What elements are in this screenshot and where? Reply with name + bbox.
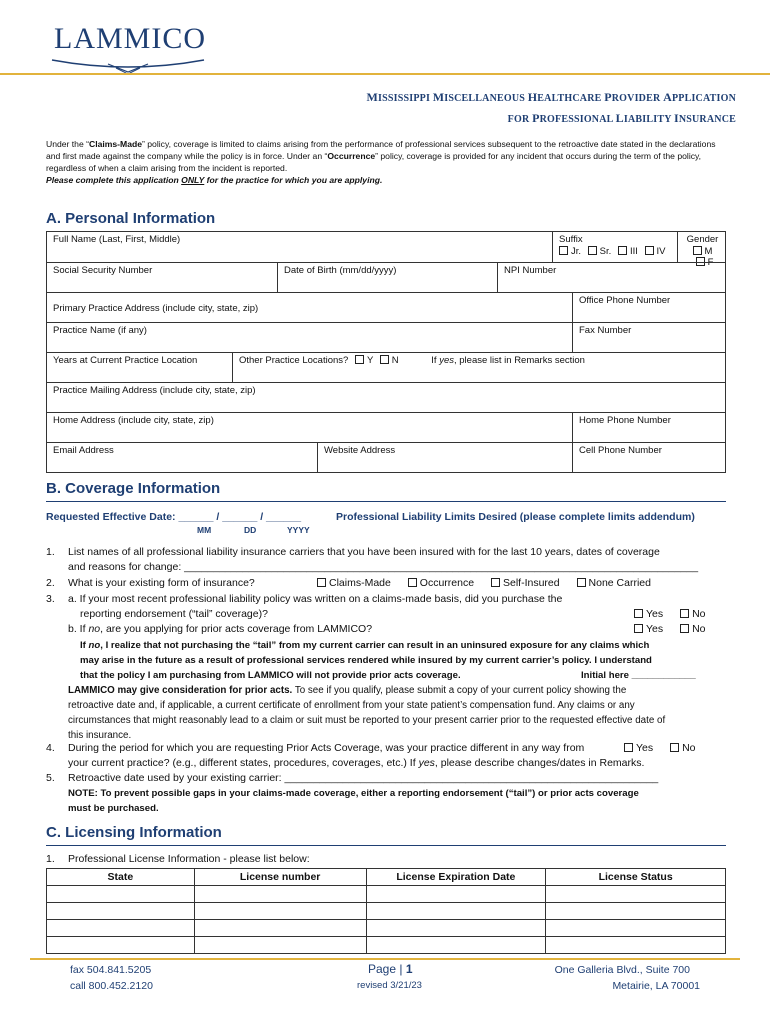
q1-reasons-field[interactable]: and reasons for change: ________________________________________________________________________________________: [68, 561, 699, 573]
primary-address-field[interactable]: Primary Practice Address (include city, state, zip): [53, 303, 259, 314]
other-locations-n-checkbox[interactable]: [380, 355, 389, 364]
suffix-jr-checkbox[interactable]: [559, 246, 568, 255]
email-field[interactable]: Email Address: [53, 445, 114, 456]
other-locations-field: Other Practice Locations? Y N If yes, please list in Remarks section: [232, 353, 727, 382]
c-q1-text: Professional License Information - please list below:: [68, 853, 310, 865]
website-field[interactable]: Website Address: [317, 443, 572, 472]
npi-field[interactable]: NPI Number: [497, 263, 727, 292]
note-line1: NOTE: To prevent possible gaps in your claims-made coverage, either a reporting endorsement (“tail”) or prior acts coverage: [68, 788, 639, 799]
prior-acts-line4: this insurance.: [68, 730, 132, 741]
table-cell[interactable]: [546, 903, 726, 920]
table-cell[interactable]: [366, 920, 546, 937]
q1-text: List names of all professional liability insurance carriers that you have been insured with for the last 10 years, dates of coverage: [68, 546, 660, 558]
footer-address-2: Metairie, LA 70001: [612, 980, 700, 992]
home-address-field[interactable]: Home Address (include city, state, zip): [53, 415, 214, 426]
dd-label: DD: [244, 525, 257, 535]
fax-field[interactable]: Fax Number: [572, 323, 727, 352]
suffix-iii-checkbox[interactable]: [618, 246, 627, 255]
suffix-sr-checkbox[interactable]: [588, 246, 597, 255]
home-phone-field[interactable]: Home Phone Number: [572, 413, 727, 442]
full-name-field[interactable]: Full Name (Last, First, Middle): [53, 234, 181, 245]
table-cell[interactable]: [47, 920, 195, 937]
table-cell[interactable]: [366, 886, 546, 903]
page-title-line2: FOR PROFESSIONAL LIABILITY INSURANCE: [507, 111, 736, 125]
table-row: [47, 903, 726, 920]
table-cell[interactable]: [47, 886, 195, 903]
prior-acts-paragraph: LAMMICO may give consideration for prior acts. To see if you qualify, please submit a copy of your current policy showing the: [68, 685, 627, 696]
col-status: License Status: [546, 869, 726, 886]
q3a-yes-checkbox[interactable]: [634, 609, 643, 618]
c-q1-number: 1.: [46, 853, 55, 865]
gender-field: Gender M F: [677, 232, 727, 262]
table-cell[interactable]: [47, 903, 195, 920]
yyyy-label: YYYY: [287, 525, 310, 535]
effective-date-field[interactable]: Requested Effective Date: ______ / ______ / ______: [46, 511, 302, 523]
q3b-options: Yes No: [630, 622, 706, 637]
section-b-heading: B. Coverage Information: [46, 480, 220, 497]
mailing-address-field[interactable]: Practice Mailing Address (include city, state, zip): [53, 385, 256, 396]
q4-options: Yes No: [620, 741, 696, 756]
table-cell[interactable]: [194, 886, 366, 903]
col-license-number: License number: [194, 869, 366, 886]
footer-fax: fax 504.841.5205: [70, 964, 152, 976]
table-cell[interactable]: [194, 920, 366, 937]
suffix-iv-checkbox[interactable]: [645, 246, 654, 255]
table-row: [47, 886, 726, 903]
table-cell[interactable]: [366, 903, 546, 920]
q2-options: Claims-Made Occurrence Self-Insured None Carried: [313, 576, 651, 591]
prior-acts-line2: retroactive date and, if applicable, a current certificate of enrollment from your state patient’s compensation fund. Any claims or any: [68, 700, 635, 711]
section-a-heading: A. Personal Information: [46, 210, 215, 227]
license-table-header: [47, 869, 726, 886]
q4-yes-checkbox[interactable]: [624, 743, 633, 752]
initial-here-field[interactable]: Initial here ____________: [581, 670, 696, 681]
q2-text: What is your existing form of insurance?: [68, 577, 255, 589]
years-field[interactable]: Years at Current Practice Location: [53, 355, 198, 366]
note-line2: must be purchased.: [68, 803, 159, 814]
table-cell[interactable]: [194, 937, 366, 954]
header-rule: [0, 73, 770, 75]
table-cell[interactable]: [546, 937, 726, 954]
warning-line3: that the policy I am purchasing from LAMMICO will not provide prior acts coverage.: [80, 670, 461, 681]
q3b-text: b. If no, are you applying for prior acts coverage from LAMMICO?: [68, 623, 373, 635]
suffix-field: Suffix Jr. Sr. III IV: [552, 232, 677, 262]
logo-text: LAMMICO: [54, 22, 207, 55]
table-cell[interactable]: [546, 886, 726, 903]
mm-label: MM: [197, 525, 212, 535]
page-number: Page | 1: [368, 962, 413, 976]
claims-made-checkbox[interactable]: [317, 578, 326, 587]
retro-date-field[interactable]: Retroactive date used by your existing carrier: ________________________________________________________________: [68, 772, 659, 784]
col-expiration: License Expiration Date: [366, 869, 546, 886]
table-row: [47, 920, 726, 937]
table-cell[interactable]: [47, 937, 195, 954]
self-insured-checkbox[interactable]: [491, 578, 500, 587]
prior-acts-line3: circumstances that might reasonably lead to a claim or suit must be reported to your present carrier prior to the requested effective date of: [68, 715, 666, 726]
q2-number: 2.: [46, 577, 55, 589]
personal-info-grid: [46, 231, 726, 473]
q4-text-2: your current practice? (e.g., different states, procedures, coverages, etc.) If yes, please describe changes/dates in Remarks.: [68, 757, 645, 769]
limits-label: Professional Liability Limits Desired (please complete limits addendum): [336, 511, 695, 523]
q3b-yes-checkbox[interactable]: [634, 624, 643, 633]
q4-text: During the period for which you are requesting Prior Acts Coverage, was your practice different in any way from: [68, 742, 585, 754]
cell-phone-field[interactable]: Cell Phone Number: [572, 443, 727, 472]
q3a-text-2: reporting endorsement (“tail” coverage)?: [80, 608, 268, 620]
section-c-heading: C. Licensing Information: [46, 824, 222, 841]
footer-revised: revised 3/21/23: [357, 980, 422, 991]
gender-m-checkbox[interactable]: [693, 246, 702, 255]
q3a-no-checkbox[interactable]: [680, 609, 689, 618]
footer-phone: call 800.452.2120: [70, 980, 153, 992]
footer-rule: [30, 958, 740, 960]
table-cell[interactable]: [194, 903, 366, 920]
table-row: [47, 937, 726, 954]
practice-name-field[interactable]: Practice Name (if any): [53, 325, 147, 336]
office-phone-field[interactable]: Office Phone Number: [572, 293, 727, 322]
q3a-text: a. If your most recent professional liability policy was written on a claims-made basis, did you purchase the: [68, 593, 563, 605]
other-locations-y-checkbox[interactable]: [355, 355, 364, 364]
table-cell[interactable]: [366, 937, 546, 954]
q3a-options: Yes No: [630, 607, 706, 622]
none-carried-checkbox[interactable]: [577, 578, 586, 587]
dob-field[interactable]: Date of Birth (mm/dd/yyyy): [277, 263, 497, 292]
col-state: State: [47, 869, 195, 886]
if-yes-note: If yes, please list in Remarks section: [431, 355, 585, 366]
footer-address-1: One Galleria Blvd., Suite 700: [554, 964, 690, 976]
occurrence-checkbox[interactable]: [408, 578, 417, 587]
ssn-field[interactable]: Social Security Number: [53, 265, 153, 276]
page-title-line1: MISSISSIPPI MISCELLANEOUS HEALTHCARE PROVIDER APPLICATION: [366, 90, 736, 104]
warning-line1: If no, I realize that not purchasing the “tail” from my current carrier can result in an uninsured exposure for any claims which: [80, 640, 650, 651]
table-cell[interactable]: [546, 920, 726, 937]
q3b-no-checkbox[interactable]: [680, 624, 689, 633]
q1-number: 1.: [46, 546, 55, 558]
q4-number: 4.: [46, 742, 55, 754]
intro-instruction: Please complete this application ONLY for the practice for which you are applying.: [46, 175, 383, 185]
q5-number: 5.: [46, 772, 55, 784]
warning-line2: may arise in the future as a result of professional services rendered while insured by my current carrier’s policy. I understand: [80, 655, 652, 666]
lammico-logo: [48, 18, 208, 78]
q3-number: 3.: [46, 593, 55, 605]
intro-paragraph: Under the “Claims-Made” policy, coverage is limited to claims arising from the performance of professional services subsequent to the retroactive date stated in the declarations and first made against the company while the policy is in force. Under an “Occurrence” policy, coverage is provided for any incident that occurs during the term of the policy, regardless of when a claim arising from the incident is reported. Please complete this application ONLY for the practice for which you are applying.: [46, 139, 716, 185]
license-table: [46, 868, 726, 954]
q4-no-checkbox[interactable]: [670, 743, 679, 752]
